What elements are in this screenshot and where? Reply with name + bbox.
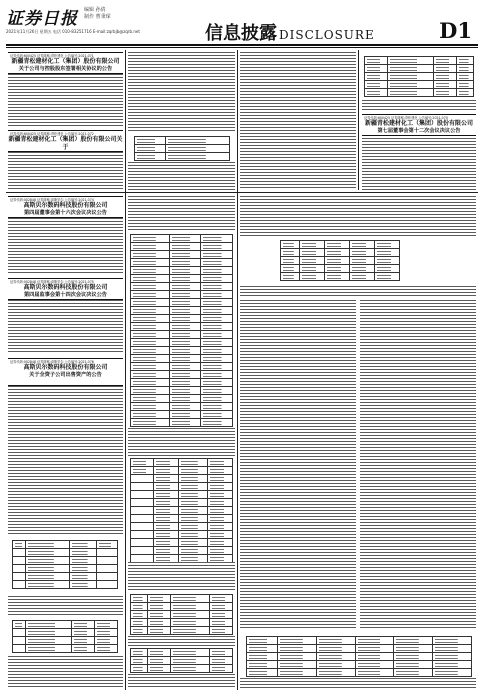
notice-body (8, 596, 123, 616)
notice-body (362, 100, 476, 110)
masthead-meta-line: 2021年11月26日 星期五 电话 010-83251716 E-mail:zqrbjb@zqrb.net (6, 29, 140, 34)
notice-codes: 证券代码:002848 证券简称:高斯贝尔 公告编号:2021-076 (10, 360, 94, 364)
notice-body (128, 562, 235, 590)
data-table (280, 240, 400, 281)
notice-body (240, 286, 476, 298)
notice-title: 关于全资子公司出售资产的公告 (29, 372, 102, 378)
notice-company: 新疆青松建材化工（集团）股份有限公司关于 (8, 136, 123, 151)
masthead-rule (6, 44, 478, 46)
section-title-cn: 信息披露 (205, 23, 277, 44)
notice-body (240, 678, 476, 688)
editor-credit-line: 编辑 孙倩 (84, 7, 106, 13)
data-table (12, 540, 118, 589)
section-divider (6, 192, 478, 193)
notice-block (128, 196, 235, 688)
notice-body (128, 674, 235, 688)
data-table (130, 458, 233, 563)
column-divider (237, 50, 238, 690)
notice-body (128, 196, 235, 230)
notice-header (8, 130, 123, 152)
notice-body (8, 656, 123, 688)
notice-body (128, 636, 235, 646)
notice-block (8, 52, 123, 190)
notice-header (8, 358, 123, 386)
data-table (130, 594, 233, 635)
data-table (364, 56, 474, 97)
notice-header (8, 278, 123, 300)
notice-body (128, 162, 235, 190)
notice-company: 高斯贝尔数码科技股份有限公司 (23, 364, 108, 371)
notice-body (128, 428, 235, 456)
notice-body (8, 152, 123, 190)
page-number: D1 (439, 18, 472, 43)
notice-title: 第四届监事会第十四次会议决议公告 (23, 292, 107, 298)
notice-body (240, 52, 356, 190)
notice-block (362, 52, 476, 190)
section-title-en: DISCLOSURE (279, 28, 375, 42)
notice-codes: 证券代码:600425 证券简称:青松建化 公告编号:2021-070 (364, 116, 448, 120)
notice-block (128, 52, 235, 190)
notice-company: 新疆青松建材化工（集团）股份有限公司 (11, 58, 120, 65)
notice-codes: 证券代码:002848 证券简称:高斯贝尔 公告编号:2021-075 (10, 280, 94, 284)
notice-body (8, 218, 123, 274)
notice-header (8, 52, 123, 74)
editor-credit-line: 制作 曹秉琛 (84, 14, 111, 20)
notice-block (240, 196, 476, 688)
notice-company: 高斯贝尔数码科技股份有限公司 (23, 202, 108, 209)
notice-body (240, 196, 476, 236)
notice-codes: 证券代码:002848 证券简称:高斯贝尔 公告编号:2021-074 (10, 198, 94, 202)
notice-body (360, 300, 476, 630)
notice-body (128, 52, 235, 132)
notice-body (8, 74, 123, 128)
column-divider (358, 50, 359, 190)
notice-body (8, 386, 123, 534)
section-title (205, 19, 375, 45)
column-divider (125, 50, 126, 690)
notice-company: 新疆青松建材化工（集团）股份有限公司 (364, 120, 473, 127)
notice-title: 第四届董事会第十六次会议决议公告 (23, 210, 107, 216)
notice-title: 第七届董事会第十二次会议决议公告 (377, 128, 461, 134)
notice-codes: 证券代码:600425 证券简称:青松建化 公告编号:2021-071 (10, 54, 94, 58)
notice-header (8, 196, 123, 218)
newspaper-logo: 证券日报 (6, 9, 78, 29)
notice-codes: 证券代码:600425 证券简称:青松建化 公告编号:2021-072 (10, 132, 94, 136)
masthead-rule-thin (6, 47, 478, 48)
notice-block (8, 196, 123, 688)
data-table (130, 234, 233, 427)
notice-company: 高斯贝尔数码科技股份有限公司 (23, 284, 108, 291)
data-table (12, 620, 118, 653)
data-table (130, 648, 233, 673)
notice-header (362, 114, 476, 136)
data-table (134, 136, 230, 161)
notice-title: 关于公司与控股股东签署相关协议的公告 (18, 66, 113, 72)
editor-credits (84, 7, 111, 21)
notice-body (362, 138, 476, 190)
masthead (0, 0, 484, 46)
data-table (246, 636, 472, 677)
notice-body (240, 300, 356, 630)
notice-block (240, 52, 356, 190)
notice-body (8, 300, 123, 354)
